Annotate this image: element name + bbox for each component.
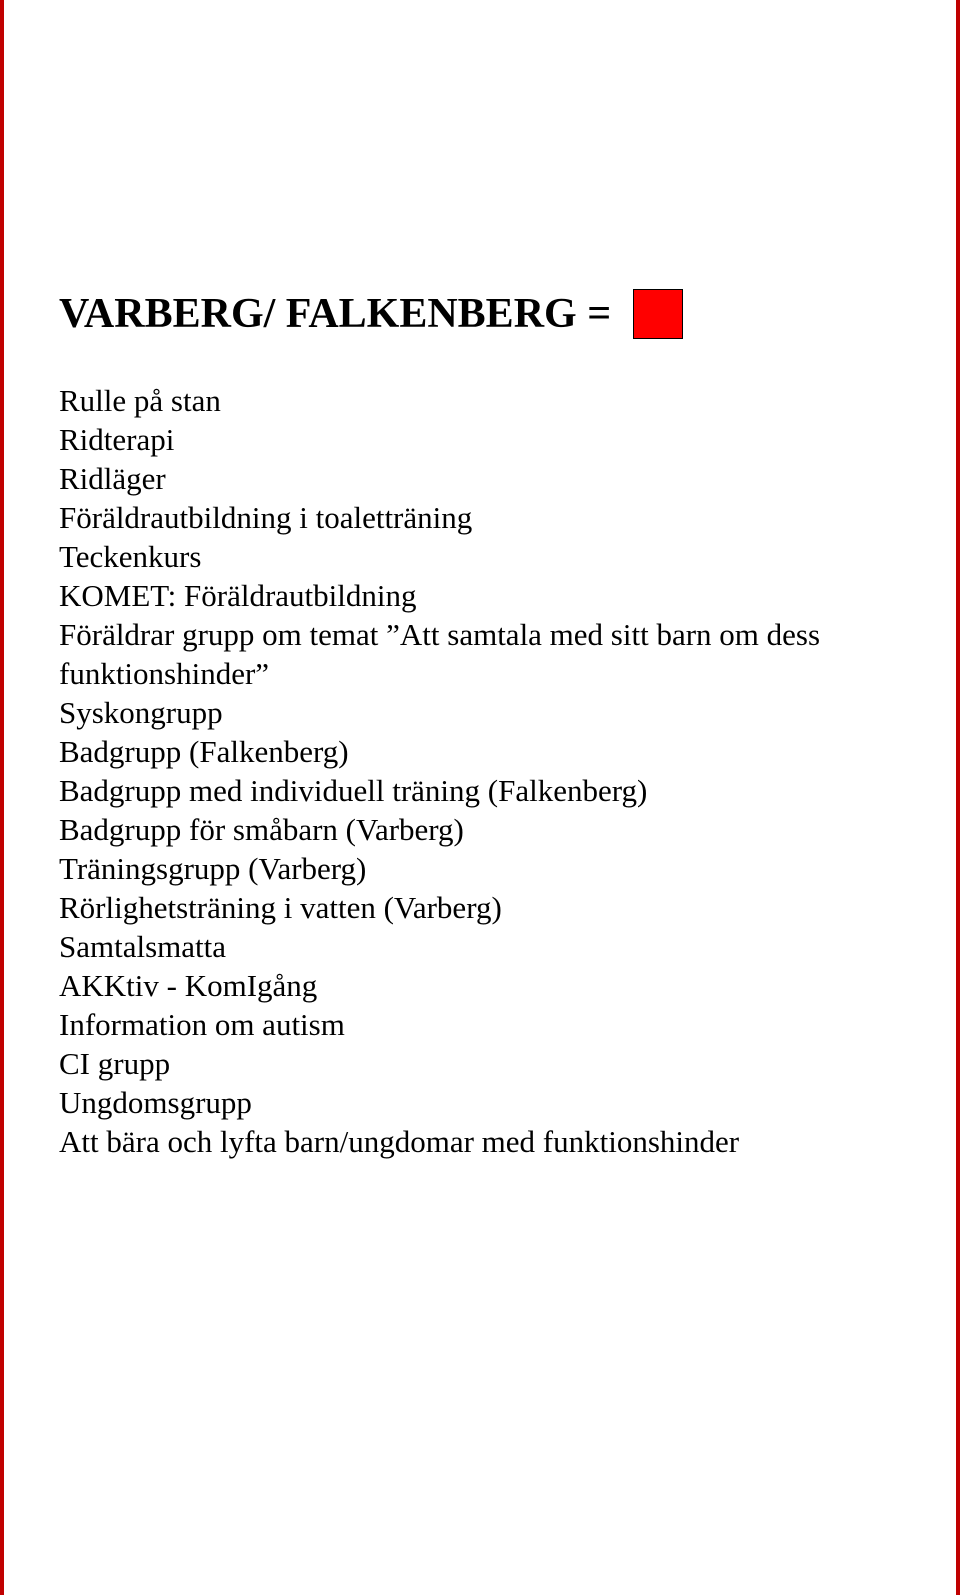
list-item: Samtalsmatta bbox=[59, 929, 227, 964]
list-item: Ridterapi bbox=[59, 422, 175, 457]
list-item: KOMET: Föräldrautbildning bbox=[59, 578, 417, 613]
list-item: Teckenkurs bbox=[59, 539, 202, 574]
red-color-swatch bbox=[633, 289, 683, 339]
list-item: Badgrupp för småbarn (Varberg) bbox=[59, 812, 464, 847]
list-item: CI grupp bbox=[59, 1046, 171, 1081]
page-title: VARBERG/ FALKENBERG = bbox=[59, 291, 612, 337]
list-item: Att bära och lyfta barn/ungdomar med funktionshinder bbox=[59, 1124, 740, 1159]
list-item: AKKtiv - KomIgång bbox=[59, 968, 318, 1003]
list-item: Information om autism bbox=[59, 1007, 345, 1042]
list-item: Badgrupp (Falkenberg) bbox=[59, 734, 349, 769]
list-item: Ridläger bbox=[59, 461, 166, 496]
list-item: Rörlighetsträning i vatten (Varberg) bbox=[59, 890, 502, 925]
list-item: Föräldrar grupp om temat ”Att samtala med sitt barn om dess funktionshinder” bbox=[59, 617, 821, 691]
heading-row bbox=[59, 288, 683, 340]
list-item: Föräldrautbildning i toaletträning bbox=[59, 500, 473, 535]
list-item: Rulle på stan bbox=[59, 383, 221, 418]
list-item: Ungdomsgrupp bbox=[59, 1085, 252, 1120]
list-item: Träningsgrupp (Varberg) bbox=[59, 851, 367, 886]
list-item: Badgrupp med individuell träning (Falkenberg) bbox=[59, 773, 648, 808]
activity-list bbox=[59, 381, 929, 1161]
list-item: Syskongrupp bbox=[59, 695, 223, 730]
